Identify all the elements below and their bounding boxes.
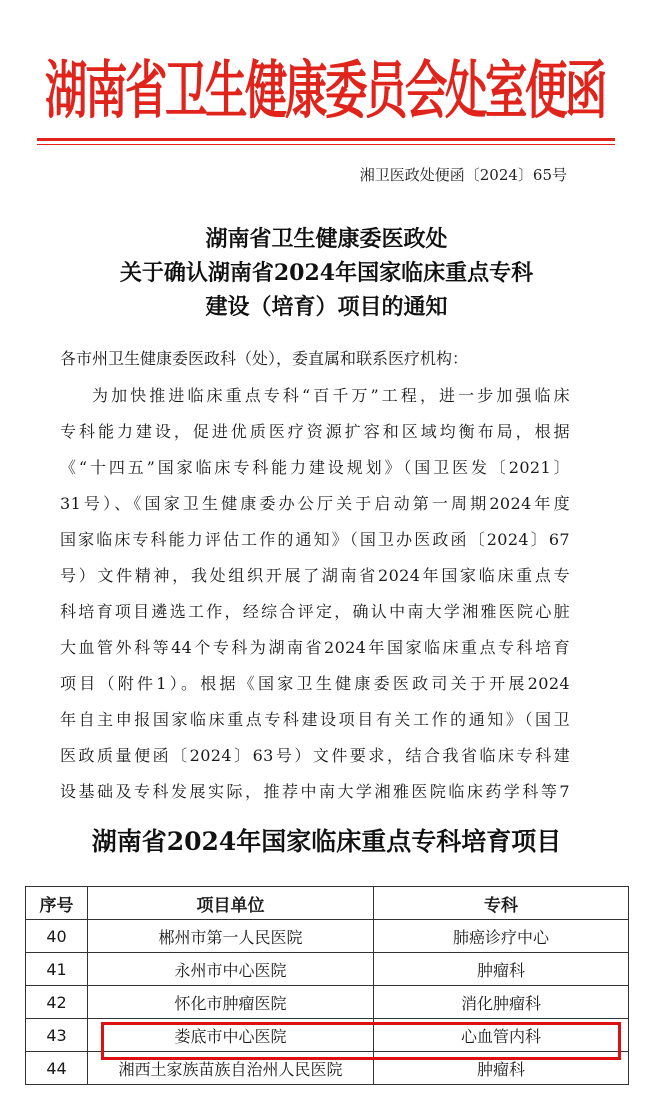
title-line-1: 湖南省卫生健康委医政处: [205, 226, 448, 252]
row-specialty: 消化肿瘤科: [374, 986, 629, 1019]
header-index: 序号: [26, 887, 88, 920]
row-unit: 永州市中心医院: [88, 953, 374, 986]
table-row: [26, 986, 629, 1019]
masthead-rule-thick: [37, 138, 615, 141]
masthead-rule-thin: [37, 144, 615, 145]
body-line: 31号）、《国家卫生健康委办公厅关于启动第一周期2024年度: [60, 494, 570, 513]
body-line: 为加快推进临床重点专科“百千万”工程，进一步加强临床: [92, 386, 570, 405]
row-index: 41: [26, 953, 88, 986]
table-row: [26, 1052, 629, 1085]
row-specialty: 肿瘤科: [374, 1052, 629, 1085]
salutation: 各市州卫生健康委医政科（处），委直属和联系医疗机构：: [60, 349, 469, 368]
header-unit: 项目单位: [88, 887, 374, 920]
title-line-3: 建设（培育）项目的通知: [205, 294, 448, 320]
masthead: [30, 40, 620, 132]
title-line-2: 关于确认湖南省2024年国家临床重点专科: [119, 260, 534, 286]
body-line: 年自主申报国家临床重点专科建设项目有关工作的通知》（国卫: [60, 710, 570, 729]
body-line: 科培育项目遴选工作，经综合评定，确认中南大学湘雅医院心脏: [60, 602, 570, 621]
body-line: 项目（附件1）。根据《国家卫生健康委医政司关于开展2024: [60, 674, 570, 693]
body-line: 号）文件精神，我处组织开展了湖南省2024年国家临床重点专: [60, 566, 570, 585]
header-specialty: 专科: [374, 887, 629, 920]
table-header-row: [26, 887, 629, 920]
document-number: 湘卫医政处便函〔2024〕65号: [359, 166, 567, 184]
row-specialty: 肿瘤科: [374, 953, 629, 986]
masthead-text: 湖南省卫生健康委员会处室便函: [45, 55, 605, 128]
row-unit: 郴州市第一人民医院: [88, 920, 374, 953]
body-line: 专科能力建设，促进优质医疗资源扩容和区域均衡布局，根据: [60, 422, 570, 441]
row-unit: 娄底市中心医院: [88, 1019, 374, 1052]
table-title: 湖南省2024年国家临床重点专科培育项目: [91, 827, 562, 856]
row-index: 44: [26, 1052, 88, 1085]
row-index: 42: [26, 986, 88, 1019]
body-line: 设基础及专科发展实际，推荐中南大学湘雅医院临床药学科等7: [60, 782, 570, 801]
table-row: [26, 953, 629, 986]
body-line: 大血管外科等44个专科为湖南省2024年国家临床重点专科培育: [60, 638, 570, 657]
row-specialty: 心血管内科: [374, 1019, 629, 1052]
row-specialty: 肺癌诊疗中心: [374, 920, 629, 953]
row-unit: 怀化市肿瘤医院: [88, 986, 374, 1019]
table-row-highlighted: [26, 1019, 629, 1052]
body-line: 医政质量便函〔2024〕63号）文件要求，结合我省临床专科建: [60, 746, 570, 765]
row-unit: 湘西土家族苗族自治州人民医院: [88, 1052, 374, 1085]
specialty-table: [25, 886, 629, 1085]
table-row: [26, 920, 629, 953]
row-index: 40: [26, 920, 88, 953]
body-line: 《“十四五”国家临床专科能力建设规划》（国卫医发〔2021〕: [60, 458, 570, 477]
body-line: 国家临床专科能力评估工作的通知》（国卫办医政函〔2024〕67: [60, 530, 570, 549]
row-index: 43: [26, 1019, 88, 1052]
